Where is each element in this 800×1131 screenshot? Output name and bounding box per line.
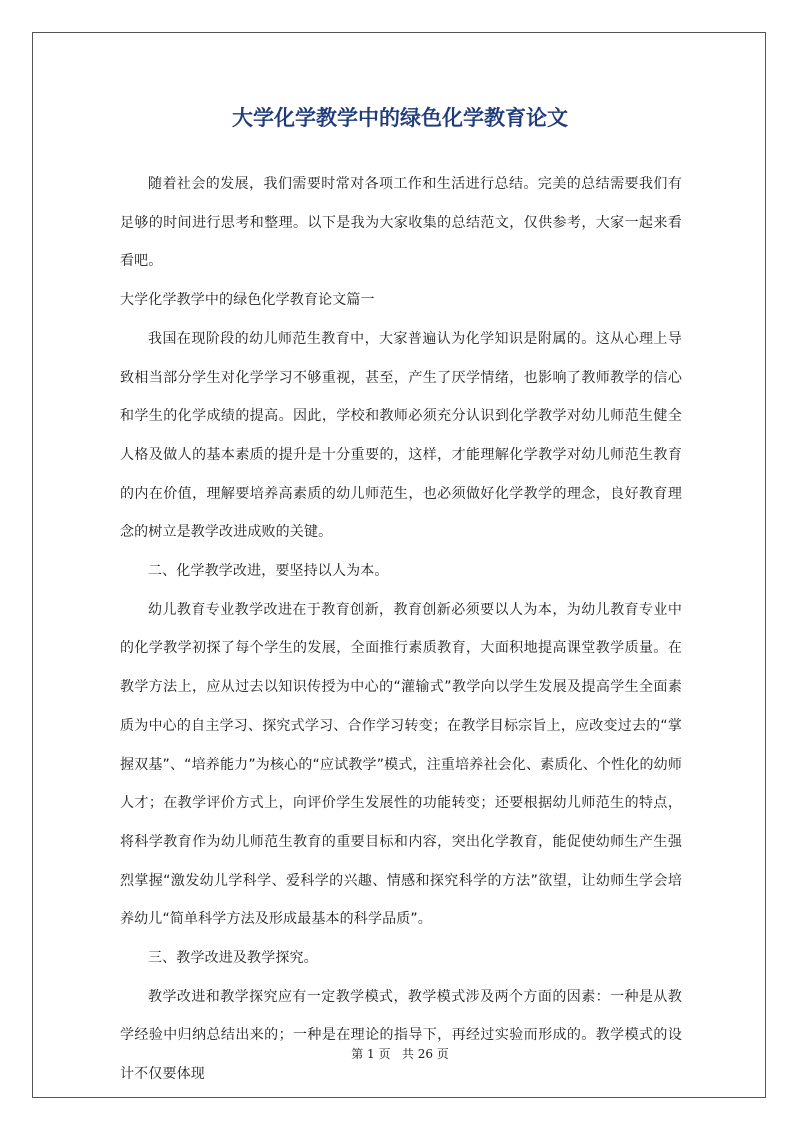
total-pages: 共 26 页 — [401, 1047, 449, 1061]
body-paragraph: 幼儿教育专业教学改进在于教育创新，教育创新必须要以人为本，为幼儿教育专业中的化学教学初探了每个学生的发展，全面推行素质教育，大面积地提高课堂教学质量。在教学方法上，应从过去以知识传授为中心的“灌输式”教学向以学生发展及提高学生全面素质为中心的自主学习、探究式学习、合作学习转变；在教学目标宗旨上，应改变过去的“掌握双基”、“培养能力”为核心的“应试教学”模式，注重培养社会化、素质化、个性化的幼师人才；在教学评价方式上，向评价学生发展性的功能转变；还要根据幼儿师范生的特点，将科学教育作为幼儿师范生教育的重要目标和内容，突出化学教育，能促使幼师生产生强烈掌握“激发幼儿学科学、爱科学的兴趣、情感和探究科学的方法”欲望，让幼师生学会培养幼儿“简单科学方法及形成最基本的科学品质”。 — [120, 601, 682, 928]
document-body — [120, 165, 682, 1094]
body-paragraph: 教学改进和教学探究应有一定教学模式，教学模式涉及两个方面的因素：一种是从教学经验中归纳总结出来的；一种是在理论的指导下，再经过实验而形成的。教学模式的设计不仅要体现 — [120, 988, 682, 1083]
section-heading: 大学化学教学中的绿色化学教育论文篇一 — [120, 292, 375, 309]
page-number: 第 1 页 — [351, 1047, 391, 1061]
subsection-heading: 二、化学教学改进，要坚持以人为本。 — [148, 563, 389, 580]
subsection-heading: 三、教学改进及教学探究。 — [148, 950, 318, 967]
body-paragraph: 我国在现阶段的幼儿师范生教育中，大家普遍认为化学知识是附属的。这从心理上导致相当部分学生对化学学习不够重视，甚至，产生了厌学情绪，也影响了教师教学的信心和学生的化学成绩的提高。因此，学校和教师必须充分认识到化学教学对幼儿师范生健全人格及做人的基本素质的提升是十分重要的，这样，才能理解化学教学对幼儿师范生教育的内在价值，理解要培养高素质的幼儿师范生，也必须做好化学教学的理念，良好教育理念的树立是教学改进成败的关键。 — [120, 330, 682, 541]
intro-paragraph: 随着社会的发展，我们需要时常对各项工作和生活进行总结。完美的总结需要我们有足够的时间进行思考和整理。以下是我为大家收集的总结范文，仅供参考，大家一起来看看吧。 — [120, 176, 682, 270]
page-footer — [0, 1046, 800, 1062]
document-title: 大学化学教学中的绿色化学教育论文 — [232, 106, 568, 130]
